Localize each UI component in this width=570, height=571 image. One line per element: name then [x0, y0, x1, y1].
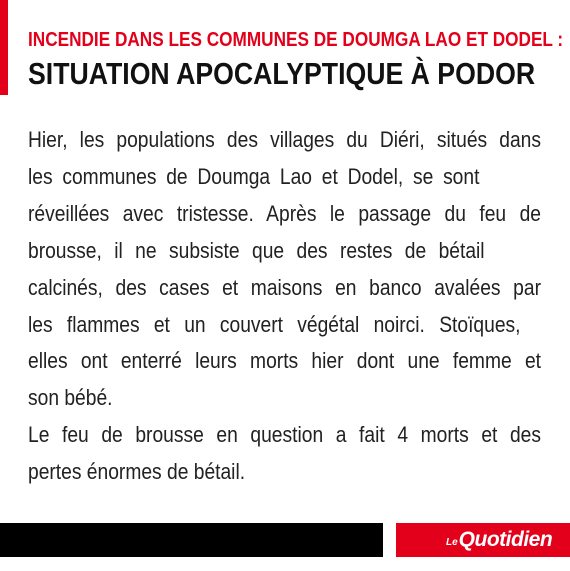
body-line: Hier, les populations des villages du Diéri, situés dans: [28, 127, 541, 152]
body-line: Le feu de brousse en question a fait 4 morts et des: [28, 422, 541, 448]
body-line: son bébé.: [28, 385, 113, 411]
body-line: pertes énormes de bétail.: [28, 459, 246, 485]
article-body: [28, 122, 541, 491]
body-line: les communes de Doumga Lao et Dodel, se sont: [28, 163, 480, 189]
le-quotidien-logo: [446, 528, 552, 552]
accent-bar: [0, 0, 8, 95]
logo-prefix: Le: [446, 537, 458, 548]
article-headline: SITUATION APOCALYPTIQUE À PODOR: [28, 56, 536, 91]
article-kicker: INCENDIE DANS LES COMMUNES DE DOUMGA LAO ET DODEL :: [28, 29, 564, 51]
body-line: calcinés, des cases et maisons en banco avalées par: [28, 274, 541, 300]
body-line: elles ont enterré leurs morts hier dont une femme et: [28, 348, 541, 374]
logo-name: Quotidien: [458, 528, 553, 551]
body-line: les flammes et un couvert végétal noirci. Stoïques,: [28, 311, 521, 337]
body-line: réveillées avec tristesse. Après le passage du feu de: [28, 200, 541, 226]
body-line: brousse, il ne subsiste que des restes de bétail: [28, 237, 485, 263]
footer-bar: [0, 523, 383, 557]
